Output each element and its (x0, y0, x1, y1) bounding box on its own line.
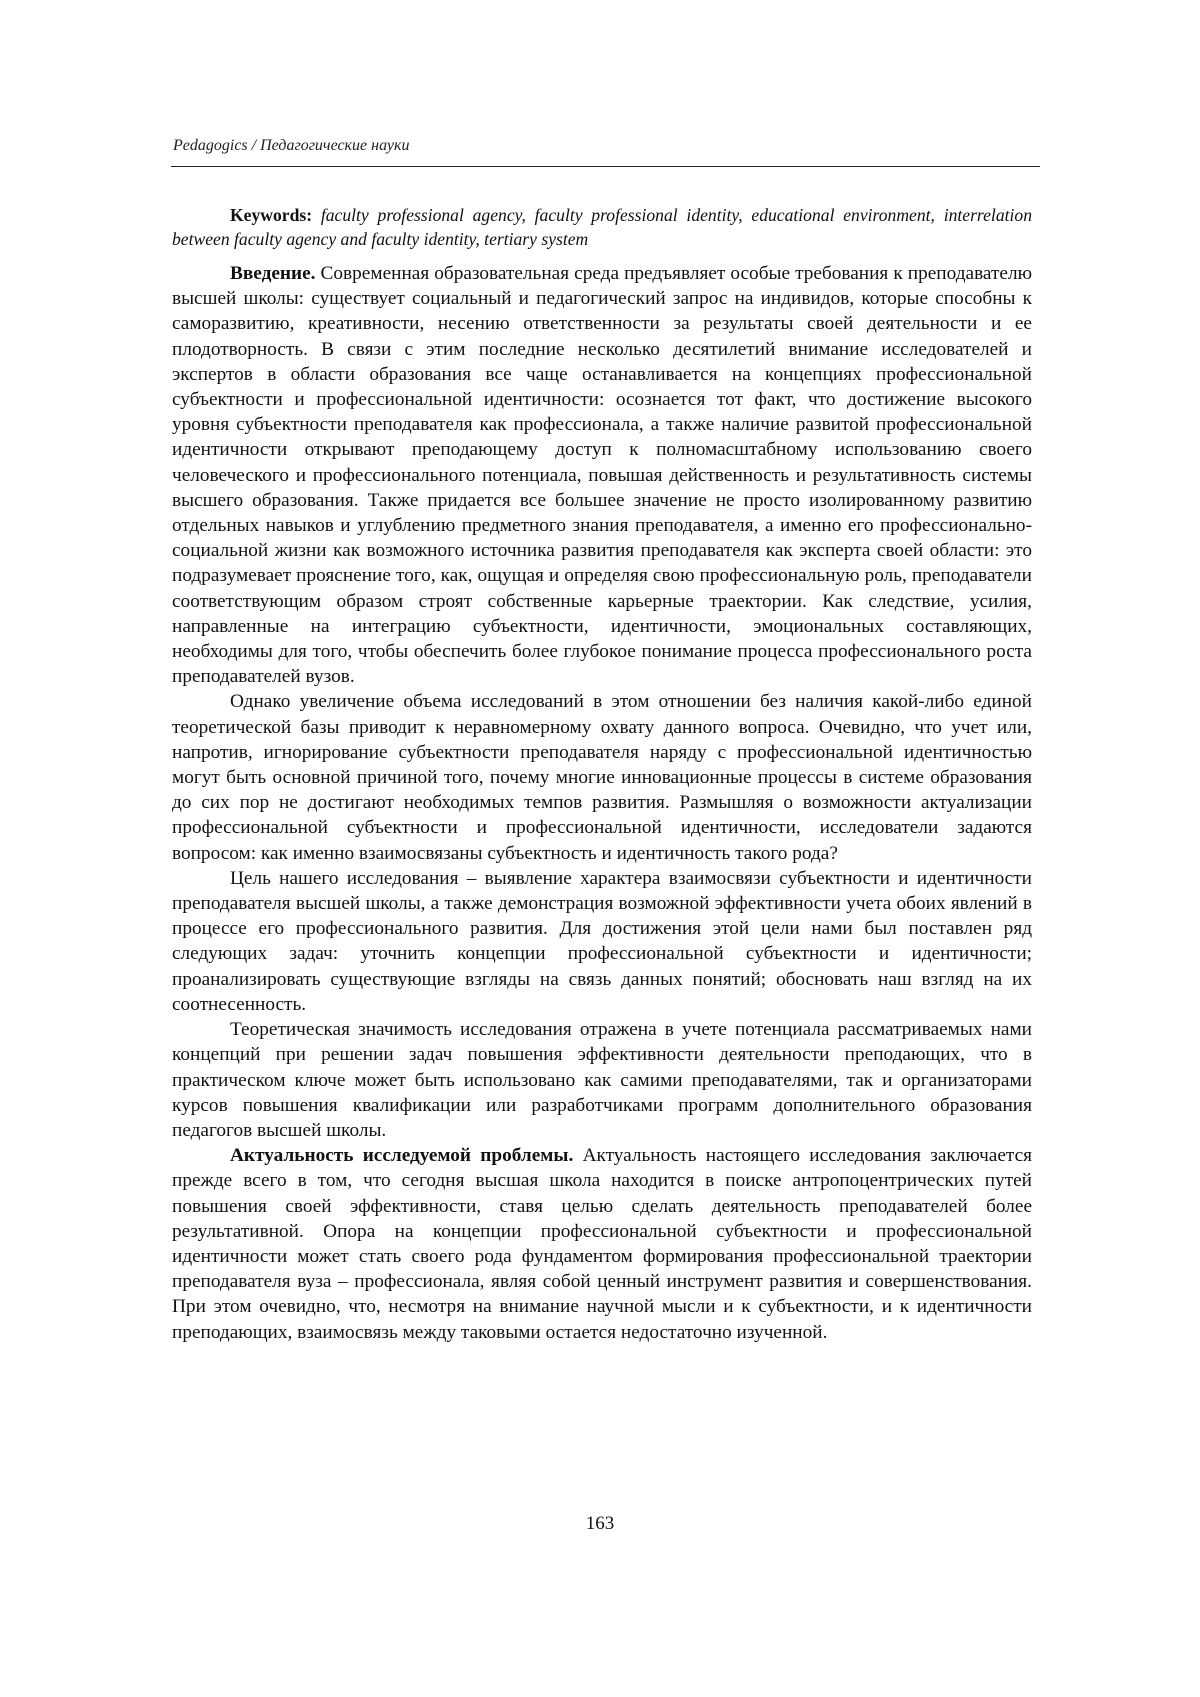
paragraph-text: Теоретическая значимость исследования отражена в учете потенциала рассматриваемых нами концепций при решении задач повышения эффективности деятельности преподающих, что в практическом ключе может быть использовано как самими преподавателями, так и организаторами курсов повышения квалификации или разработчиками программ дополнительного образования педагогов высшей школы. (172, 1019, 1032, 1141)
section-heading-introduction: Введение. (230, 263, 316, 284)
article-body (172, 203, 1032, 1345)
paragraph (172, 689, 1032, 865)
keywords (172, 203, 1032, 251)
paragraph-introduction (172, 261, 1032, 689)
keywords-label: Keywords: (230, 205, 313, 225)
paragraph-text: Однако увеличение объема исследований в этом отношении без наличия какой-либо единой теоретической базы приводит к неравномерному охвату данного вопроса. Очевидно, что учет или, напротив, игнорирование субъектности преподавателя наряду с профессиональной идентичностью могут быть основной причиной того, почему многие инновационные процессы в системе образования до сих пор не достигают необходимых темпов развития. Размышляя о возможности актуализации профессиональной субъектности и профессиональной идентичности, исследователи задаются вопросом: как именно взаимосвязаны субъектность и идентичность такого рода? (172, 691, 1032, 864)
paragraph-text: Цель нашего исследования – выявление характера взаимосвязи субъектности и идентичности преподавателя высшей школы, а также демонстрация возможной эффективности учета обоих явлений в процессе его профессионального развития. Для достижения этой цели нами был поставлен ряд следующих задач: уточнить концепции профессиональной субъектности и идентичности; проанализировать существующие взгляды на связь данных понятий; обосновать наш взгляд на их соотнесенность. (172, 867, 1032, 1015)
header-rule (171, 166, 1040, 167)
paragraph-text: Современная образовательная среда предъявляет особые требования к преподавателю высшей школы: существует социальный и педагогический запрос на индивидов, которые способны к саморазвитию, креативности, несению ответственности за результаты своей деятельности и ее плодотворность. В связи с этим последние несколько десятилетий внимание исследователей и экспертов в области образования все чаще останавливается на концепциях профессиональной субъектности и профессиональной идентичности: осознается тот факт, что достижение высокого уровня субъектности преподавателя как профессионала, а также наличие развитой профессиональной идентичности открывают преподающему доступ к полномасштабному использованию своего человеческого и профессионального потенциала, повышая действенность и результативность системы высшего образования. Также придается все большее значение не просто изолированному развитию отдельных навыков и углублению предметного знания преподавателя, а именно его профессионально-социальной жизни как возможного источника развития преподавателя как эксперта своей области: это подразумевает прояснение того, как, ощущая и определяя свою профессиональную роль, преподаватели соответствующим образом строят собственные карьерные траектории. Как следствие, усилия, направленные на интеграцию субъектности, идентичности, эмоциональных составляющих, необходимы для того, чтобы обеспечить более глубокое понимание процесса профессионального роста преподавателей вузов. (172, 263, 1032, 688)
keywords-text: faculty professional agency, faculty professional identity, educational environment, interrelation between faculty agency and faculty identity, tertiary system (172, 205, 1032, 249)
paragraph-text: Актуальность настоящего исследования заключается прежде всего в том, что сегодня высшая школа находится в поиске антропоцентрических путей повышения своей эффективности, ставя целью сделать деятельность преподавателей более результативной. Опора на концепции профессиональной субъектности и профессиональной идентичности может стать своего рода фундаментом формирования профессиональной траектории преподавателя вуза – профессионала, являя собой ценный инструмент развития и совершенствования. При этом очевидно, что, несмотря на внимание научной мысли и к субъектности, и к идентичности преподающих, взаимосвязь между таковыми остается недостаточно изученной. (172, 1145, 1032, 1343)
paragraph-relevance (172, 1143, 1032, 1345)
paragraph (172, 1017, 1032, 1143)
running-head: Pedagogics / Педагогические науки (173, 137, 410, 154)
page-number: 163 (585, 1513, 615, 1534)
section-heading-relevance: Актуальность исследуемой проблемы. (230, 1145, 574, 1167)
paragraph (172, 866, 1032, 1017)
